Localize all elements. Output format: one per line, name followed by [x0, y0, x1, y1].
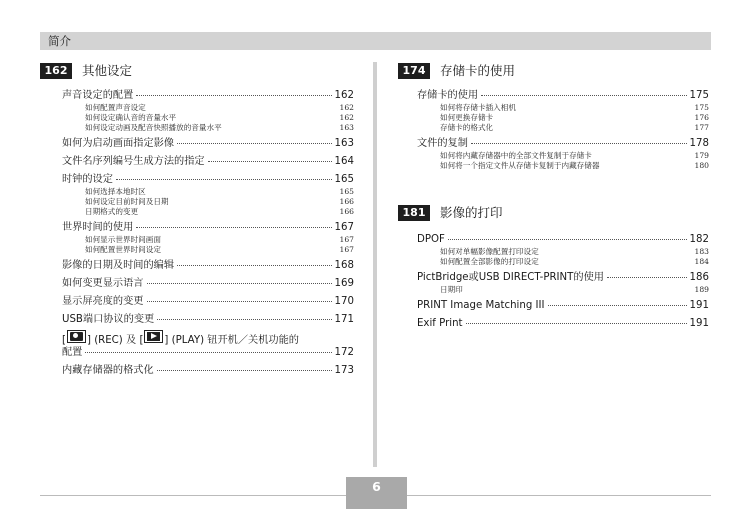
section-heading-other-settings — [40, 63, 360, 79]
toc-entry[interactable]: 文件的复制 178 — [417, 138, 709, 149]
toc-subentry[interactable]: 如何将一个指定文件从存储卡复制于内藏存储器 180 — [440, 161, 709, 170]
section-title: 其他设定 — [82, 63, 133, 78]
toc-subentry[interactable]: 如何选择本地时区 165 — [85, 187, 354, 196]
toc-subentry[interactable]: 如何将内藏存储器中的全部文件复制于存储卡 179 — [440, 151, 709, 160]
page-number-tab — [346, 477, 407, 509]
section-heading-printing — [398, 205, 718, 221]
toc-subentry[interactable]: 如何配置世界时间设定 167 — [85, 245, 354, 254]
toc-entry[interactable]: 显示屏亮度的变更 170 — [62, 296, 354, 307]
toc-subentry[interactable]: 如何配置声音设定 162 — [85, 103, 354, 112]
toc-right-bottom-column — [417, 229, 709, 331]
toc-subentry[interactable]: 存储卡的格式化 177 — [440, 123, 709, 132]
toc-subentry[interactable]: 如何设定目前时间及日期 166 — [85, 197, 354, 206]
header-title: 简介 — [48, 34, 71, 48]
section-page-badge: 162 — [40, 63, 72, 79]
toc-entry[interactable]: 如何变更显示语言 169 — [62, 278, 354, 289]
section-page-badge: 181 — [398, 205, 430, 221]
camera-icon — [67, 330, 86, 343]
toc-entry-rec-play-line2[interactable]: 配置 172 — [62, 347, 354, 358]
toc-entry[interactable]: Exif Print 191 — [417, 318, 709, 329]
toc-subentry[interactable]: 如何对单幅影像配置打印设定 183 — [440, 247, 709, 256]
toc-entry[interactable]: PRINT Image Matching III 191 — [417, 300, 709, 311]
toc-entry[interactable]: 声音设定的配置 162 — [62, 90, 354, 101]
toc-subentry[interactable]: 如何配置全部影像的打印设定 184 — [440, 257, 709, 266]
column-divider — [373, 62, 377, 467]
toc-entry[interactable]: 影像的日期及时间的编辑 168 — [62, 260, 354, 271]
toc-subentry[interactable]: 如何将存储卡插入相机 175 — [440, 103, 709, 112]
toc-right-top-column — [417, 85, 709, 171]
section-heading-memory-card — [398, 63, 718, 79]
toc-entry[interactable]: 时钟的设定 165 — [62, 174, 354, 185]
toc-subentry[interactable]: 如何设定动画及配音快照播放的音量水平 163 — [85, 123, 354, 132]
section-title: 影像的打印 — [440, 205, 503, 220]
footer-rule-left — [40, 495, 346, 496]
toc-subentry[interactable]: 如何显示世界时间画面 167 — [85, 235, 354, 244]
toc-left-column — [62, 85, 354, 378]
toc-entry[interactable]: USB端口协议的变更 171 — [62, 314, 354, 325]
toc-entry[interactable]: 如何为启动画面指定影像 163 — [62, 138, 354, 149]
toc-entry[interactable]: PictBridge或USB DIRECT-PRINT的使用 186 — [417, 272, 709, 283]
toc-entry-rec-play-line1[interactable]: [ ] (REC) 及 [ ] (PLAY) 钮开机／关机功能的 — [62, 330, 354, 345]
toc-entry[interactable]: 文件名序列编号生成方法的指定 164 — [62, 156, 354, 167]
toc-entry[interactable]: 存储卡的使用 175 — [417, 90, 709, 101]
toc-subentry[interactable]: 日期印 189 — [440, 285, 709, 294]
section-title: 存储卡的使用 — [440, 63, 516, 78]
play-icon — [144, 330, 163, 343]
page-header — [40, 32, 711, 50]
footer-rule-right — [407, 495, 711, 496]
toc-subentry[interactable]: 如何设定确认音的音量水平 162 — [85, 113, 354, 122]
toc-entry[interactable]: 内藏存储器的格式化 173 — [62, 365, 354, 376]
toc-subentry[interactable]: 如何更换存储卡 176 — [440, 113, 709, 122]
toc-entry[interactable]: 世界时间的使用 167 — [62, 222, 354, 233]
toc-subentry[interactable]: 日期格式的变更 166 — [85, 207, 354, 216]
page-number: 6 — [372, 479, 381, 494]
section-page-badge: 174 — [398, 63, 430, 79]
toc-entry[interactable]: DPOF 182 — [417, 234, 709, 245]
